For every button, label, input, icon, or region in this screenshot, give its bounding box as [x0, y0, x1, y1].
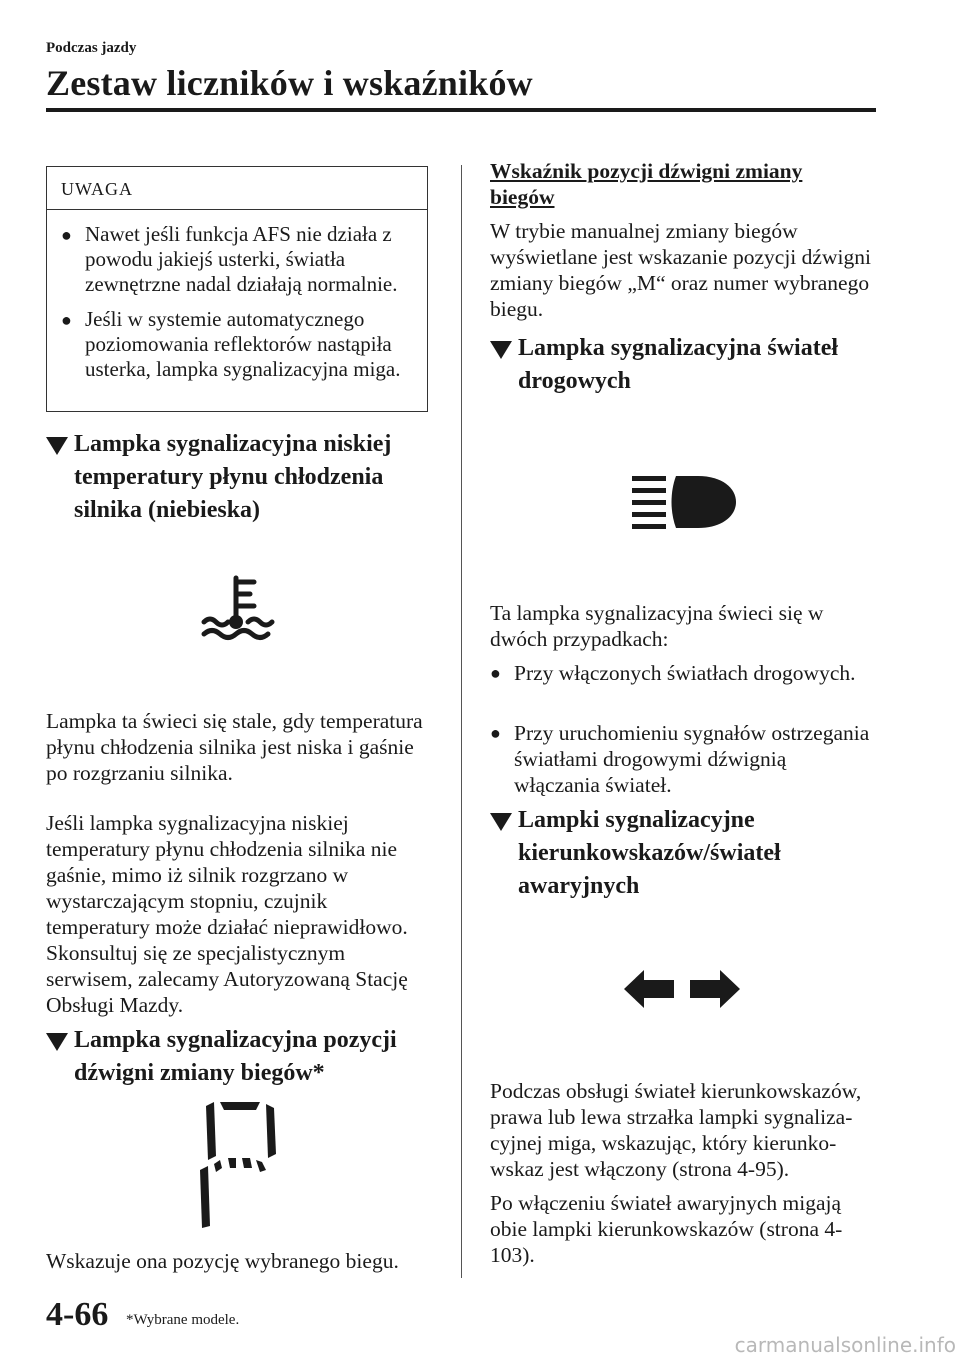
- coolant-paragraph-2: Jeśli lampka sygnalizacyjna niskiej temperatury płynu chłodzenia silnika nie gaśnie, mimo iż silnik rozgrzano w wystarczającym stopniu, czujnik temperatury może działać nieprawidłowo. Skonsultuj się ze specjalistycznym serwisem, zalecamy Autoryzowaną Stację Obsługi Mazdy.: [46, 811, 408, 1017]
- bullet-dot-icon: ●: [490, 663, 501, 683]
- gear-position-p-icon: [190, 1098, 290, 1237]
- gear-position-heading: Lampka sygnalizacyjna pozycji dźwigni zmiany biegów*: [46, 1024, 430, 1090]
- turn-signal-paragraph-1: Podczas obsługi świateł kierunkowskazów, prawa lub lewa strzałka lampki sygnaliza-cyjnej miga, wskazując, który kierunko-wskaz jest włączony (strona 4-95).: [490, 1079, 862, 1181]
- high-beam-heading: Lampka sygnalizacyjna świateł drogowych: [490, 332, 876, 398]
- triangle-marker-icon: [46, 437, 68, 455]
- note-label: UWAGA: [47, 167, 427, 210]
- note-box: [46, 166, 428, 412]
- bullet-dot-icon: ●: [61, 310, 72, 330]
- triangle-marker-icon: [46, 1033, 68, 1051]
- high-beam-paragraph: Ta lampka sygnalizacyjna świeci się w dwóch przypadkach:: [490, 601, 824, 651]
- bullet-dot-icon: ●: [61, 225, 72, 245]
- column-divider: [461, 165, 462, 1278]
- section-label: Podczas jazdy: [46, 40, 137, 56]
- note-bullet: ● Nawet jeśli funkcja AFS nie działa z powodu jakiejś usterki, światła zewnętrzne nadal działają normalnie.: [61, 222, 398, 296]
- watermark: carmanualsonline.info: [734, 1333, 956, 1357]
- low-coolant-temperature-icon: [198, 572, 278, 649]
- high-beam-bullet: ● Przy włączonych światłach drogowych.: [490, 661, 856, 685]
- triangle-marker-icon: [490, 341, 512, 359]
- page-number: 4-66: [46, 1296, 109, 1333]
- turn-signal-arrows-icon: [622, 968, 742, 1015]
- note-bullet: ● Jeśli w systemie automatycznego poziomowania reflektorów nastąpiła usterka, lampka sygnalizacyjna miga.: [61, 307, 401, 381]
- triangle-marker-icon: [490, 813, 512, 831]
- footnote: *Wybrane modele.: [126, 1312, 240, 1328]
- gear-position-paragraph: Wskazuje ona pozycję wybranego biegu.: [46, 1249, 399, 1273]
- high-beam-icon: [628, 472, 740, 535]
- coolant-heading: Lampka sygnalizacyjna niskiej temperatury płynu chłodzenia silnika (niebieska): [46, 428, 430, 527]
- bullet-dot-icon: ●: [490, 723, 501, 743]
- title-rule: [46, 108, 876, 112]
- gear-indicator-paragraph: W trybie manualnej zmiany biegów wyświetlane jest wskazanie pozycji dźwigni zmiany biegów „M“ oraz numer wybranego biegu.: [490, 219, 871, 321]
- coolant-paragraph-1: Lampka ta świeci się stale, gdy temperatura płynu chłodzenia silnika jest niska i gaśnie po rozgrzaniu silnika.: [46, 709, 423, 785]
- turn-signal-paragraph-2: Po włączeniu świateł awaryjnych migają obie lampki kierunkowskazów (strona 4-103).: [490, 1191, 843, 1267]
- turn-signal-heading: Lampki sygnalizacyjne kierunkowskazów/świateł awaryjnych: [490, 804, 876, 903]
- high-beam-bullet: ● Przy uruchomieniu sygnałów ostrzegania światłami drogowymi dźwignią włączania świateł.: [490, 721, 870, 797]
- gear-indicator-heading: Wskaźnik pozycji dźwigni zmiany biegów: [490, 159, 803, 209]
- page-title: Zestaw liczników i wskaźników: [46, 63, 533, 103]
